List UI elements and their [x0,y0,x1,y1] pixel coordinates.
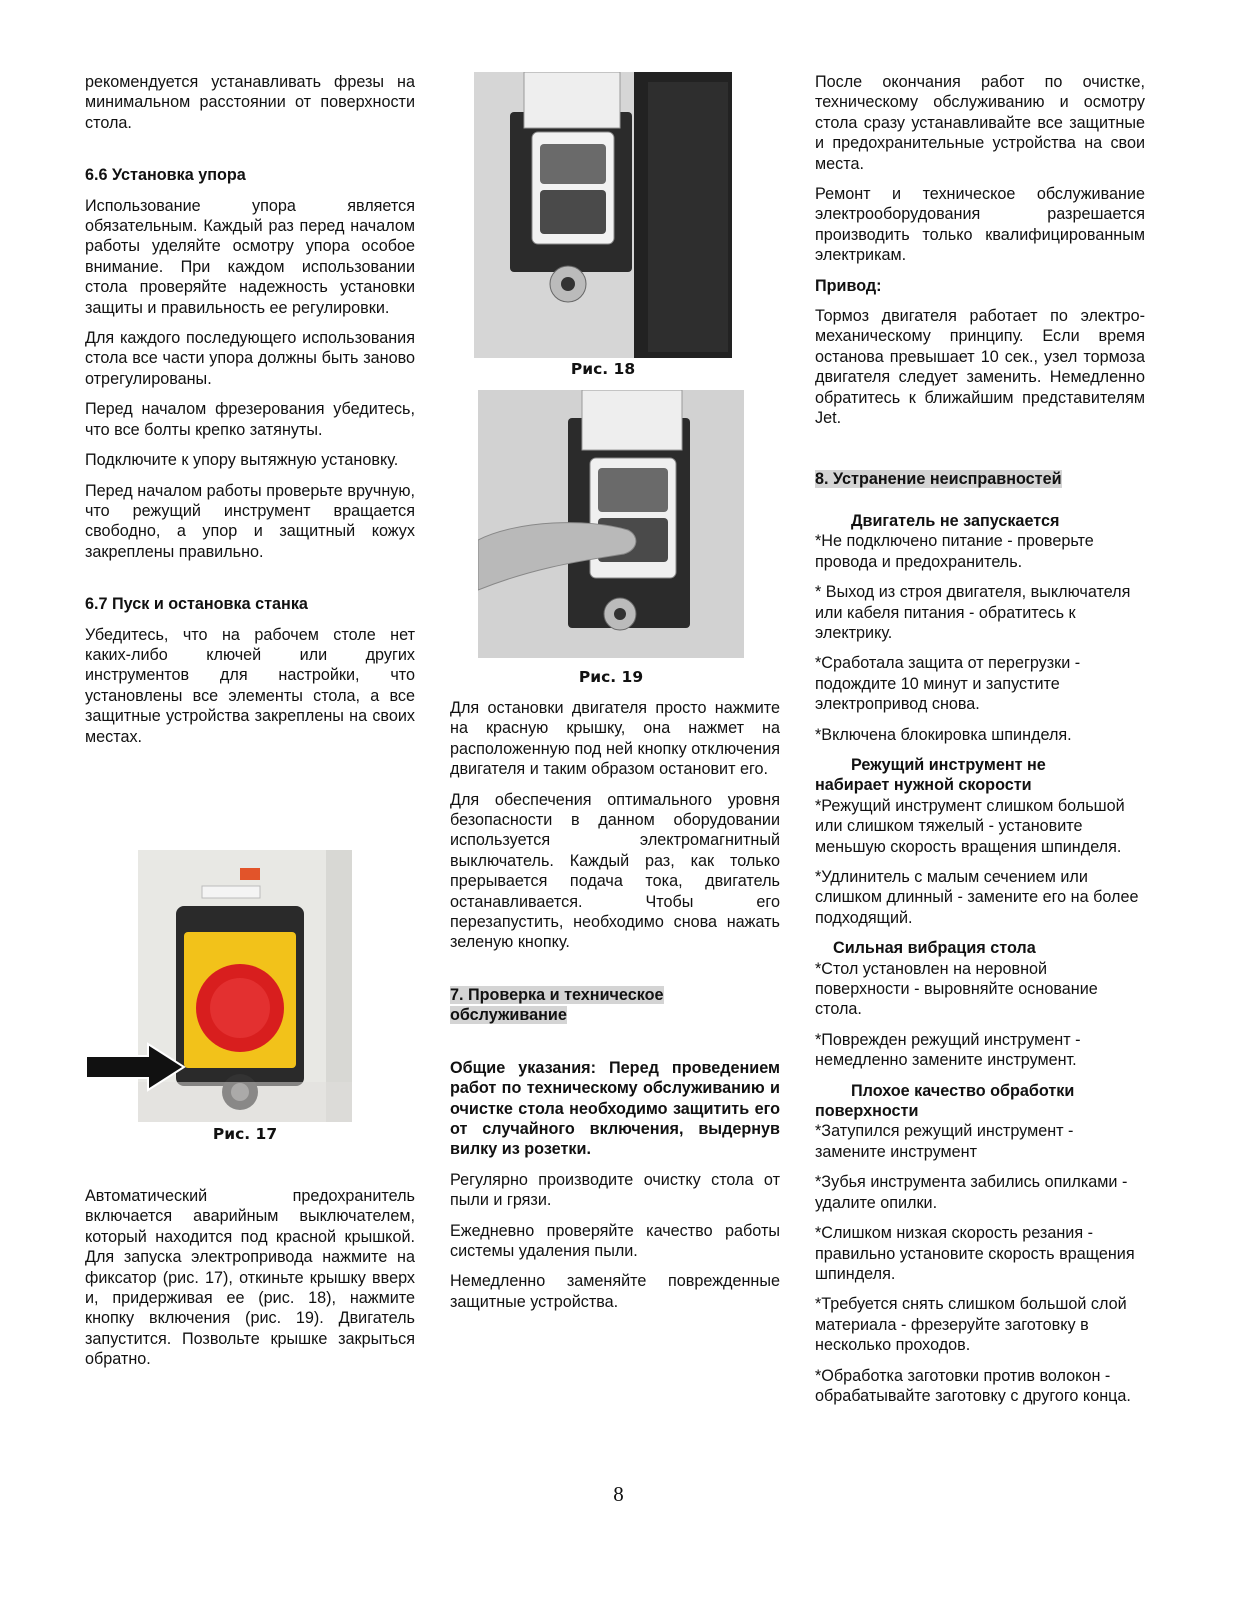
paragraph: Использование упора является обязательным. Каждый раз перед началом работы уделяйте осмотру упора особое внимание. При каждом использовании стола проверяйте надежность установки защиты и правильность ее регулировки. [85,196,415,317]
paragraph: Перед началом работы проверьте вручную, что режущий инструмент вращается свободно, а упор и защитный кожух закреплены правильно. [85,481,415,561]
paragraph: Для обеспечения оптимального уровня безопасности в данном оборудовании используется электромагнитный выключатель. Каждый раз, как только прерывается подача тока, двигатель останавливается. Чтобы его перезапустить, необходимо снова нажать зеленую кнопку. [450,790,780,952]
paragraph: Для каждого последующего использования стола все части упора должны быть заново отрегулированы. [85,329,415,388]
item: *Удлинитель с малым сечением или слишком длинный - замените его на более подходящий. [815,868,1139,927]
item: *Поврежден режущий инструмент - немедленно замените инструмент. [815,1030,1081,1070]
paragraph: Тормоз двигателя работает по электро-механическому принципу. Если время останова превышает 10 сек., узел тормоза двигателя следует заменить. Немедленно обратитесь к ближайшим представителям Jet. [815,307,1145,428]
general-instructions: Общие указания: Перед проведением работ по техническому обслуживанию и очистке стола необходимо защитить его от случайного включения, выдернув вилку из розетки. [450,1058,780,1159]
figure-19-photo [478,390,744,658]
subheading: набирает нужной скорости [815,776,1032,795]
paragraph: Ежедневно проверяйте качество работы системы удаления пыли. [450,1221,780,1260]
subheading: Режущий инструмент не [851,755,1046,774]
paragraph: Подключите к упору вытяжную установку. [85,451,399,470]
section-8-heading: 8. Устранение неисправностей [815,469,1062,488]
figure-19-caption: Рис. 19 [578,668,644,686]
item: *Требуется снять слишком большой слой материала - фрезеруйте заготовку в несколько проходов. [815,1295,1127,1355]
paragraph: Регулярно производите очистку стола от пыли и грязи. [450,1170,780,1210]
item: *Сработала защита от перегрузки - подождите 10 минут и запустите электропривод снова. [815,654,1081,714]
paragraph: После окончания работ по очистке, техническому обслуживанию и осмотру стола сразу устанавливайте все защитные и предохранительные устройства на свои места. [815,73,1145,173]
subheading: Двигатель не запускается [851,511,1060,530]
item: *Стол установлен на неровной поверхности - выровняйте основание стола. [815,959,1098,1019]
item: *Включена блокировка шпинделя. [815,725,1072,744]
item: *Режущий инструмент слишком большой или слишком тяжелый - установите меньшую скорость вращения шпинделя. [815,796,1125,856]
subheading: поверхности [815,1102,919,1121]
middle-column [450,698,780,1322]
item: * Выход из строя двигателя, выключателя или кабеля питания - обратитесь к электрику. [815,583,1131,642]
section-7-heading: 7. Проверка и техническое обслуживание [450,985,664,1025]
item: *Слишком низкая скорость резания - правильно установите скорость вращения шпинделя. [815,1224,1135,1283]
section-6-6-heading: 6.6 Установка упора [85,166,246,185]
section-6-7-heading: 6.7 Пуск и остановка станка [85,595,308,614]
left-column-bottom [85,1186,415,1380]
page-number: 8 [613,1482,624,1506]
paragraph: Для остановки двигателя просто нажмите на красную крышку, она нажмет на расположенную под ней кнопку отключения двигателя и таким образом остановит его. [450,699,780,779]
arrow-icon [84,1042,188,1092]
paragraph: Ремонт и техническое обслуживание электрооборудования разрешается производить только квалифицированным электрикам. [815,185,1145,265]
paragraph: Убедитесь, что на рабочем столе нет каких-либо ключей или других инструментов для настройки, что установлены все элементы стола, а все защитные устройства закреплены на своих местах. [85,625,415,746]
paragraph: Немедленно заменяйте поврежденные защитные устройства. [450,1272,780,1311]
item: *Затупился режущий инструмент - замените инструмент [815,1122,1074,1161]
switch-photo-19 [478,390,744,658]
subheading: Плохое качество обработки [851,1081,1075,1100]
figure-18-photo [474,72,732,358]
left-column [85,72,415,757]
drive-heading: Привод: [815,276,882,295]
paragraph: Автоматический предохранитель включается аварийным выключателем, который находится под красной крышкой. Для запуска электропривода нажмите на фиксатор (рис. 17), откиньте крышку вверх и, придерживая ее (рис. 18), нажмите кнопку включения (рис. 19). Двигатель запустится. Позвольте крышке закрыться обратно. [85,1187,415,1369]
item: *Зубья инструмента забились опилками - удалите опилки. [815,1173,1128,1212]
right-column [815,72,1145,1416]
item: *Не подключено питание - проверьте провода и предохранитель. [815,532,1094,571]
paragraph: Перед началом фрезерования убедитесь, что все болты крепко затянуты. [85,400,415,439]
subheading: Сильная вибрация стола [833,939,1036,958]
intro-paragraph: рекомендуется устанавливать фрезы на минимальном расстоянии от поверхности стола. [85,73,415,132]
figure-17-caption: Рис. 17 [212,1125,278,1143]
switch-photo-18 [474,72,732,358]
item: *Обработка заготовки против волокон - обрабатывайте заготовку с другого конца. [815,1366,1131,1405]
figure-18-caption: Рис. 18 [570,360,636,378]
